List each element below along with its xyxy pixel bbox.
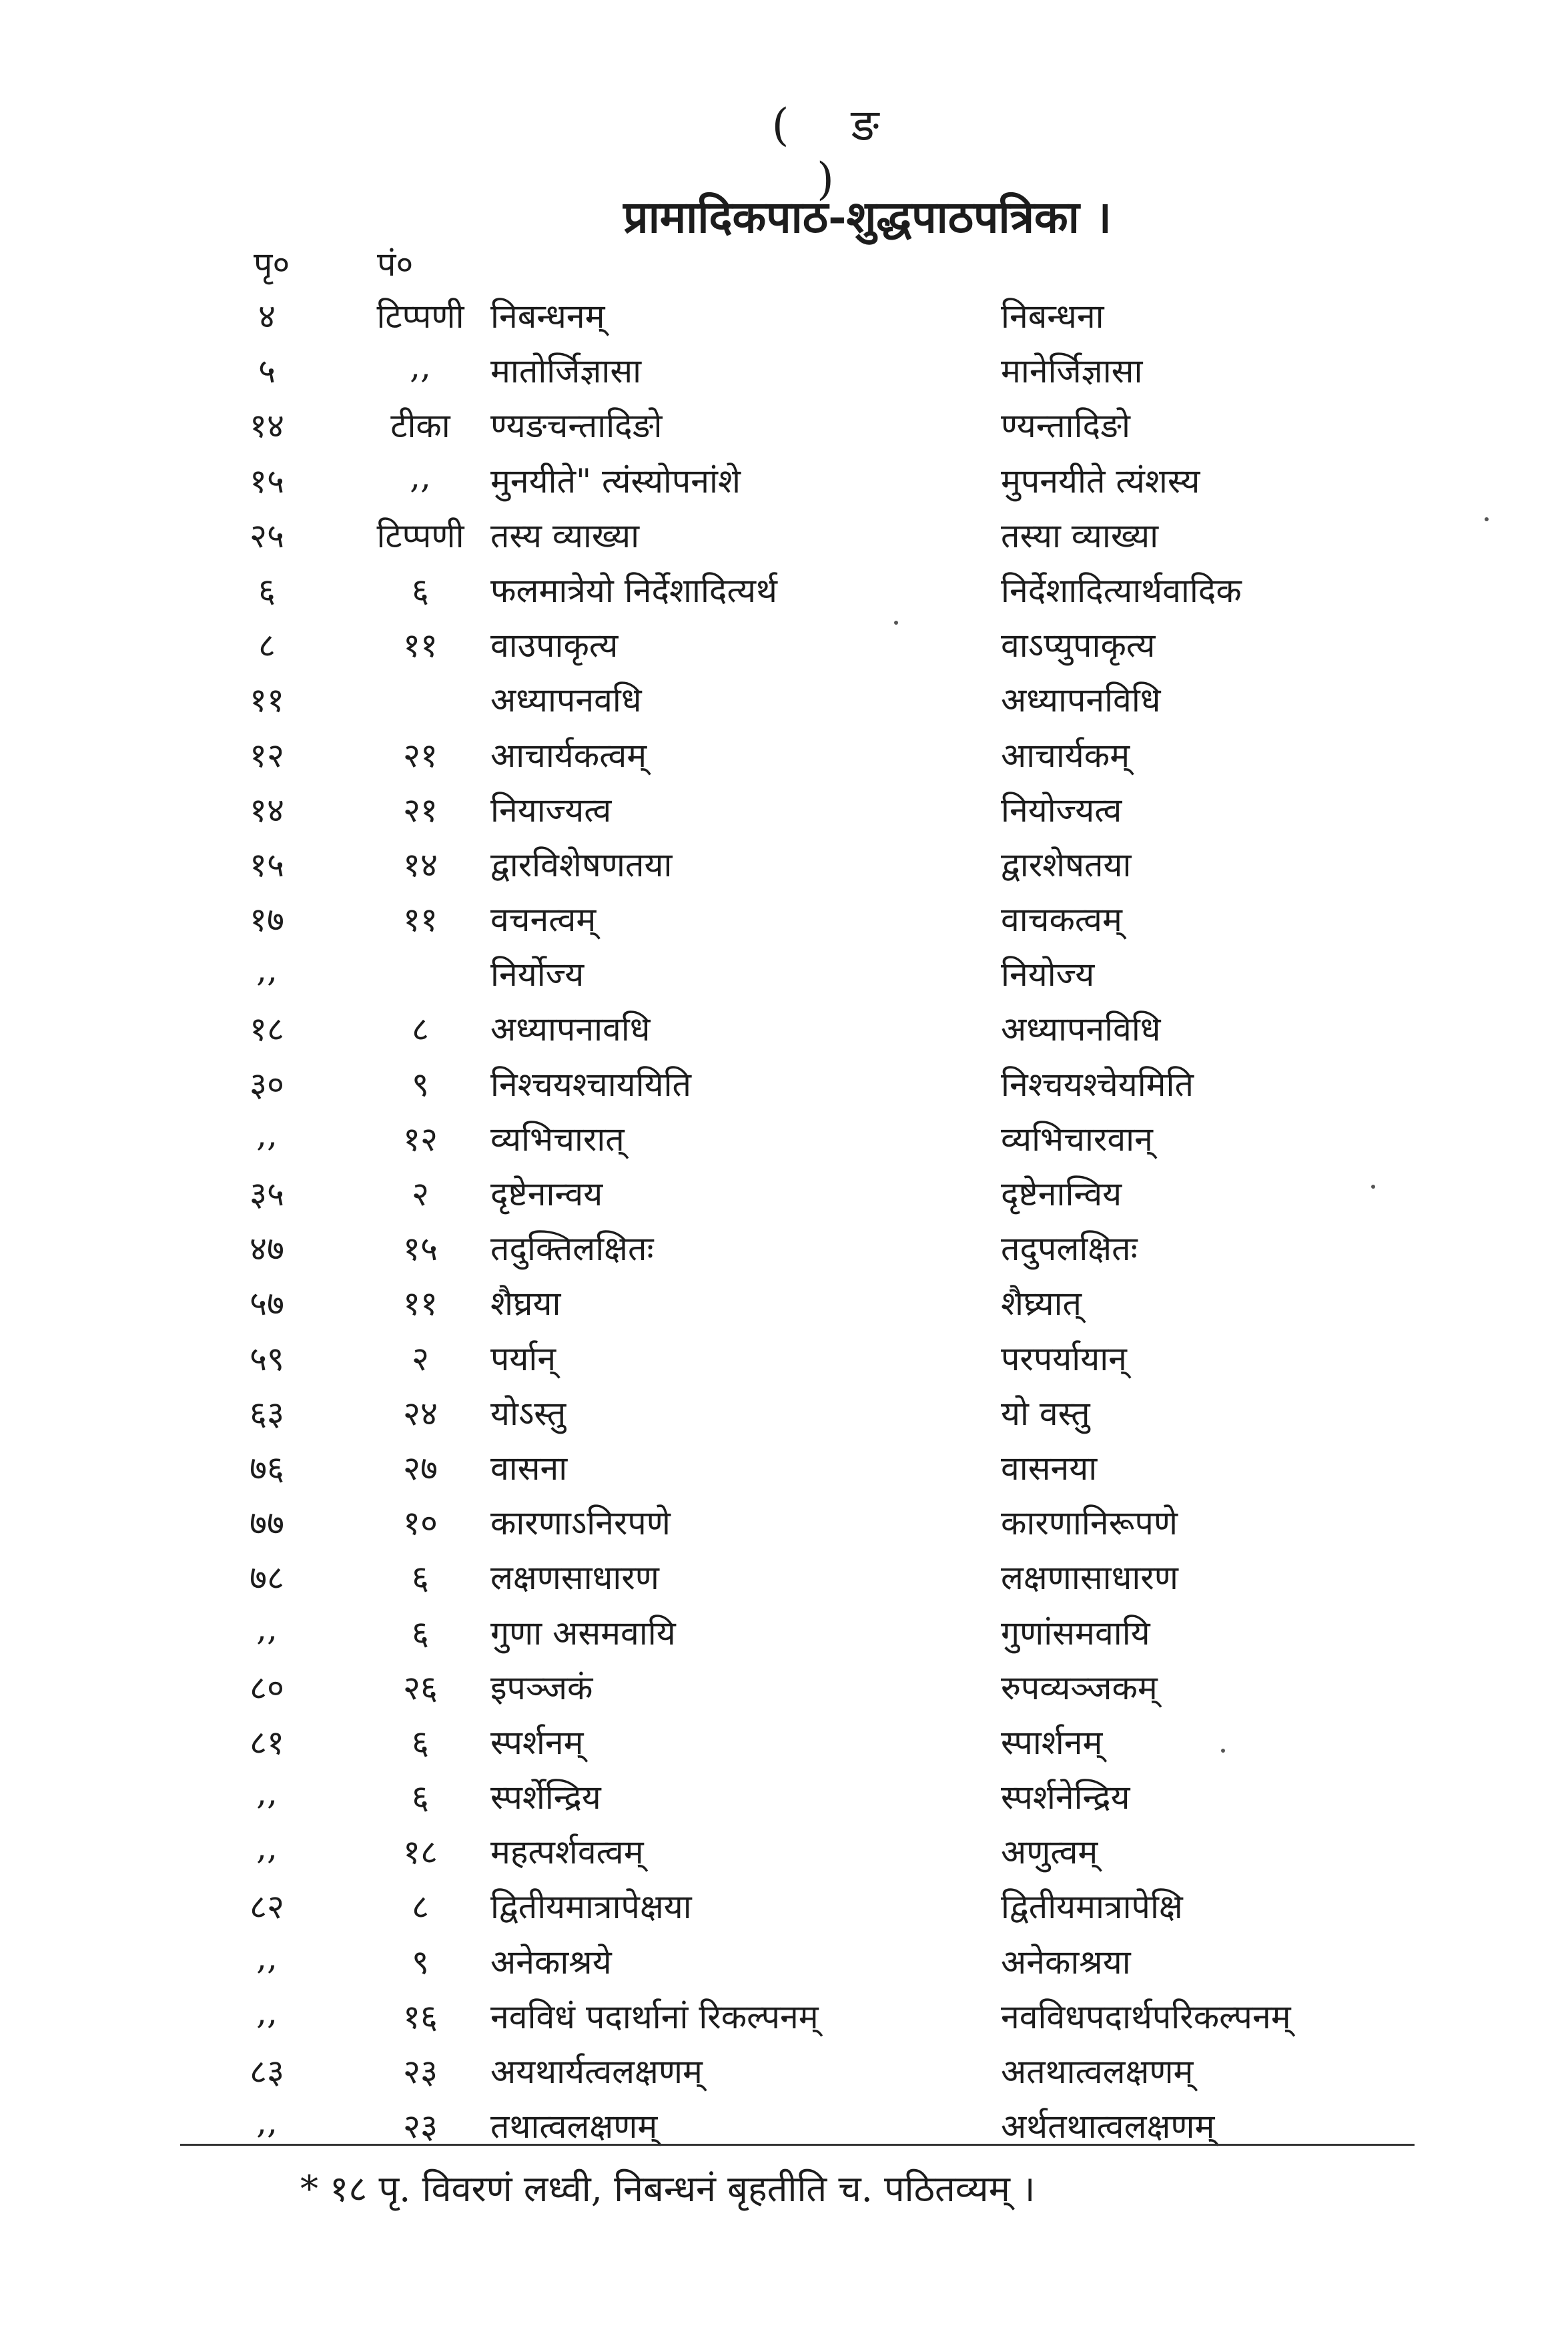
scan-speck [1485, 517, 1489, 521]
column-header-page: पृ० [254, 245, 290, 284]
errata-row [0, 727, 1568, 782]
row-line-number: १० [403, 1504, 438, 1543]
row-page-number: ८२ [250, 1887, 284, 1927]
row-line-number: १२ [403, 1119, 438, 1159]
errata-row [0, 563, 1568, 617]
erroneous-reading: अनेकाश्रये [490, 1942, 612, 1982]
row-line-number: २४ [403, 1394, 438, 1433]
row-page-number: ८३ [250, 2052, 284, 2091]
row-line-number: २१ [403, 736, 438, 775]
row-page-number: ३० [250, 1065, 284, 1104]
row-line-number: ,, [410, 457, 431, 496]
erroneous-reading: महत्पर्शवत्वम् [490, 1833, 644, 1872]
row-page-number: ६३ [250, 1394, 284, 1433]
erroneous-reading: तथात्वलक्षणम् [490, 2107, 658, 2146]
corrected-reading: अध्यापनविधि [1001, 681, 1161, 720]
corrected-reading: रुपव्यञ्जकम् [1001, 1668, 1158, 1707]
erroneous-reading: इपञ्जकं [490, 1668, 593, 1707]
corrected-reading: मुपनयीते त्यंशस्य [1001, 461, 1200, 501]
corrected-reading: लक्षणासाधारण [1001, 1558, 1178, 1598]
erroneous-reading: फलमात्रेयो निर्देशादित्यर्थ [490, 571, 777, 610]
row-line-number: ,, [410, 347, 431, 386]
erroneous-reading: अयथार्यत्वलक्षणम् [490, 2052, 703, 2091]
erroneous-reading: दृष्टेनान्वय [490, 1175, 603, 1213]
errata-row [0, 1660, 1568, 1715]
erroneous-reading: द्वारविशेषणतया [490, 845, 673, 884]
row-page-number: ५ [258, 352, 276, 391]
row-page-number: ८१ [250, 1723, 284, 1762]
erroneous-reading: स्पर्शनम् [490, 1723, 584, 1762]
row-page-number: ८० [250, 1668, 284, 1707]
row-page-number: ,, [256, 1773, 278, 1813]
erroneous-reading: निश्चयश्चाययिति [490, 1065, 692, 1104]
row-page-number: १४ [250, 406, 284, 446]
errata-row [0, 398, 1568, 453]
row-line-number: १५ [403, 1229, 438, 1269]
errata-row [0, 1166, 1568, 1221]
errata-row [0, 892, 1568, 946]
errata-row [0, 1495, 1568, 1550]
corrected-reading: तस्या व्याख्या [1001, 516, 1159, 555]
row-page-number: ८ [258, 626, 276, 665]
corrected-reading: तदुपलक्षितः [1001, 1229, 1138, 1269]
corrected-reading: आचार्यकम् [1001, 736, 1130, 775]
errata-row [0, 1386, 1568, 1440]
row-page-number: ,, [256, 1992, 278, 2032]
row-line-number: १६ [403, 1997, 438, 2036]
row-page-number: ७७ [250, 1504, 284, 1543]
corrected-reading: अनेकाश्रया [1001, 1942, 1131, 1982]
errata-row [0, 1221, 1568, 1275]
corrected-reading: स्पर्शनेन्द्रिय [1001, 1778, 1130, 1817]
erroneous-reading: पर्यान् [490, 1339, 556, 1378]
row-line-number: ८ [412, 1010, 429, 1049]
errata-row [0, 1769, 1568, 1824]
row-page-number: ,, [256, 1609, 278, 1648]
erroneous-reading: कारणाऽनिरपणे [490, 1504, 671, 1543]
erroneous-reading: वासना [490, 1448, 568, 1488]
corrected-reading: कारणानिरूपणे [1001, 1504, 1178, 1543]
errata-row [0, 2044, 1568, 2098]
row-page-number: ४ [258, 297, 276, 336]
row-line-number: ६ [412, 1723, 429, 1762]
row-page-number: ,, [256, 1115, 278, 1154]
corrected-reading: परपर्यायान् [1001, 1339, 1127, 1378]
row-line-number: २३ [403, 2052, 438, 2091]
erroneous-reading: निबन्धनम् [490, 297, 605, 336]
erroneous-reading: लक्षणसाधारण [490, 1558, 659, 1598]
errata-row [0, 617, 1568, 672]
corrected-reading: नवविधपदार्थपरिकल्पनम् [1001, 1997, 1291, 2036]
erroneous-reading: तस्य व्याख्या [490, 516, 640, 555]
corrected-reading: स्पार्शनम् [1001, 1723, 1103, 1762]
corrected-reading: व्यभिचारवान् [1001, 1119, 1153, 1159]
erroneous-reading: मातोर्जिज्ञासा [490, 352, 642, 391]
erroneous-reading: व्यभिचारात् [490, 1119, 625, 1159]
row-line-number: २३ [403, 2107, 438, 2146]
corrected-reading: मानेर्जिज्ञासा [1001, 352, 1143, 391]
erroneous-reading: गुणा असमवायि [490, 1613, 676, 1653]
row-page-number: ,, [256, 1828, 278, 1867]
errata-row [0, 1879, 1568, 1934]
corrected-reading: निश्चयश्चेयमिति [1001, 1065, 1194, 1104]
row-page-number: १७ [250, 900, 284, 940]
errata-row [0, 946, 1568, 1001]
row-line-number: १४ [403, 845, 438, 884]
corrected-reading: ण्यन्तादिङो [1001, 406, 1130, 446]
scan-speck [1371, 1185, 1375, 1189]
corrected-reading: निर्देशादित्यार्थवादिक [1001, 571, 1242, 610]
row-line-number: २ [412, 1339, 429, 1378]
column-header-line: पं० [377, 245, 414, 284]
corrected-reading: द्वितीयमात्रापेक्षि [1001, 1887, 1183, 1927]
footnote: * १८ पृ. विवरणं लध्वी, निबन्धनं बृहतीति च. पठितव्यम् । [300, 2168, 1036, 2210]
errata-row [0, 1001, 1568, 1056]
erroneous-reading: स्पर्शेन्द्रिय [490, 1778, 601, 1817]
erroneous-reading: आचार्यकत्वम् [490, 736, 647, 775]
corrected-reading: निबन्धना [1001, 297, 1104, 336]
errata-table [0, 288, 1568, 2153]
corrected-reading: अध्यापनविधि [1001, 1010, 1161, 1049]
row-line-number: ९ [412, 1065, 429, 1104]
errata-row [0, 1331, 1568, 1386]
row-line-number: ६ [412, 1613, 429, 1653]
row-page-number: ५९ [250, 1339, 284, 1378]
row-line-number: टिप्पणी [376, 297, 464, 336]
erroneous-reading: मुनयीते" त्यंस्योपनांशे [490, 461, 741, 501]
row-line-number: ९ [412, 1942, 429, 1982]
row-line-number: २ [412, 1175, 429, 1213]
corrected-reading: गुणांसमवायि [1001, 1613, 1150, 1653]
errata-row [0, 1989, 1568, 2044]
row-line-number: ११ [403, 1284, 438, 1324]
corrected-reading: द्वारशेषतया [1001, 845, 1132, 884]
errata-row [0, 1550, 1568, 1604]
row-line-number: २१ [403, 790, 438, 830]
row-page-number: ५७ [250, 1284, 284, 1324]
errata-row [0, 1824, 1568, 1879]
errata-row [0, 453, 1568, 508]
row-page-number: ,, [256, 950, 278, 990]
erroneous-reading: नियाज्यत्व [490, 790, 612, 830]
errata-row [0, 1605, 1568, 1660]
errata-row [0, 1275, 1568, 1330]
row-page-number: ,, [256, 2102, 278, 2142]
erroneous-reading: अध्यापनवधि [490, 681, 642, 720]
erroneous-reading: तदुक्तिलक्षितः [490, 1229, 654, 1269]
scan-speck [894, 621, 898, 625]
erroneous-reading: वचनत्वम् [490, 900, 597, 940]
row-line-number: १८ [403, 1833, 438, 1872]
footnote-divider [180, 2144, 1415, 2146]
corrected-reading: यो वस्तु [1001, 1394, 1090, 1433]
erroneous-reading: शैघ्रया [490, 1284, 561, 1324]
corrected-reading: अतथात्वलक्षणम् [1001, 2052, 1194, 2091]
corrected-reading: वाचकत्वम् [1001, 900, 1122, 940]
errata-row [0, 288, 1568, 343]
row-line-number: २७ [403, 1448, 438, 1488]
row-page-number: ७६ [250, 1448, 284, 1488]
row-line-number: टिप्पणी [376, 516, 464, 555]
erroneous-reading: ण्यङचन्तादिङो [490, 406, 663, 446]
row-page-number: ११ [250, 681, 284, 720]
row-line-number: ११ [403, 626, 438, 665]
errata-row [0, 672, 1568, 727]
erroneous-reading: योऽस्तु [490, 1394, 566, 1433]
scan-speck [1221, 1749, 1225, 1753]
erroneous-reading: निर्योज्य [490, 955, 584, 994]
row-page-number: २५ [250, 516, 284, 555]
row-page-number: ६ [258, 571, 276, 610]
row-line-number: ११ [403, 900, 438, 940]
row-page-number: १४ [250, 790, 284, 830]
corrected-reading: वाऽप्युपाकृत्य [1001, 626, 1156, 665]
corrected-reading: दृष्टेनान्विय [1001, 1175, 1122, 1213]
corrected-reading: शैघ्र्यात् [1001, 1284, 1082, 1324]
row-page-number: १८ [250, 1010, 284, 1049]
errata-row [0, 1934, 1568, 1989]
errata-row [0, 343, 1568, 398]
corrected-reading: अर्थतथात्वलक्षणम् [1001, 2107, 1215, 2146]
errata-row [0, 1057, 1568, 1111]
row-page-number: १५ [250, 461, 284, 501]
errata-row [0, 1111, 1568, 1166]
corrected-reading: वासनया [1001, 1448, 1098, 1488]
row-line-number: टीका [390, 406, 450, 446]
erroneous-reading: द्वितीयमात्रापेक्षया [490, 1887, 692, 1927]
corrected-reading: नियोज्यत्व [1001, 790, 1122, 830]
erroneous-reading: नवविधं पदार्थानां रिकल्पनम् [490, 1997, 819, 2036]
erroneous-reading: वाउपाकृत्य [490, 626, 619, 665]
row-page-number: १५ [250, 845, 284, 884]
row-line-number: ६ [412, 1778, 429, 1817]
row-page-number: ३५ [250, 1175, 284, 1213]
row-page-number: १२ [250, 736, 284, 775]
corrected-reading: नियोज्य [1001, 955, 1095, 994]
erroneous-reading: अध्यापनावधि [490, 1010, 651, 1049]
page-number: ( ङ ) [771, 99, 903, 205]
corrected-reading: अणुत्वम् [1001, 1833, 1098, 1872]
errata-row [0, 837, 1568, 892]
errata-row [0, 1440, 1568, 1495]
row-line-number: ६ [412, 571, 429, 610]
row-line-number: ८ [412, 1887, 429, 1927]
errata-row [0, 1715, 1568, 1769]
row-page-number: ४७ [250, 1229, 284, 1269]
page-title: प्रामादिकपाठ-शुद्धपाठपत्रिका । [623, 191, 1112, 243]
row-page-number: ७८ [250, 1558, 284, 1598]
row-line-number: ६ [412, 1558, 429, 1598]
row-line-number: २६ [403, 1668, 438, 1707]
errata-row [0, 508, 1568, 563]
errata-row [0, 782, 1568, 837]
row-page-number: ,, [256, 1938, 278, 1977]
